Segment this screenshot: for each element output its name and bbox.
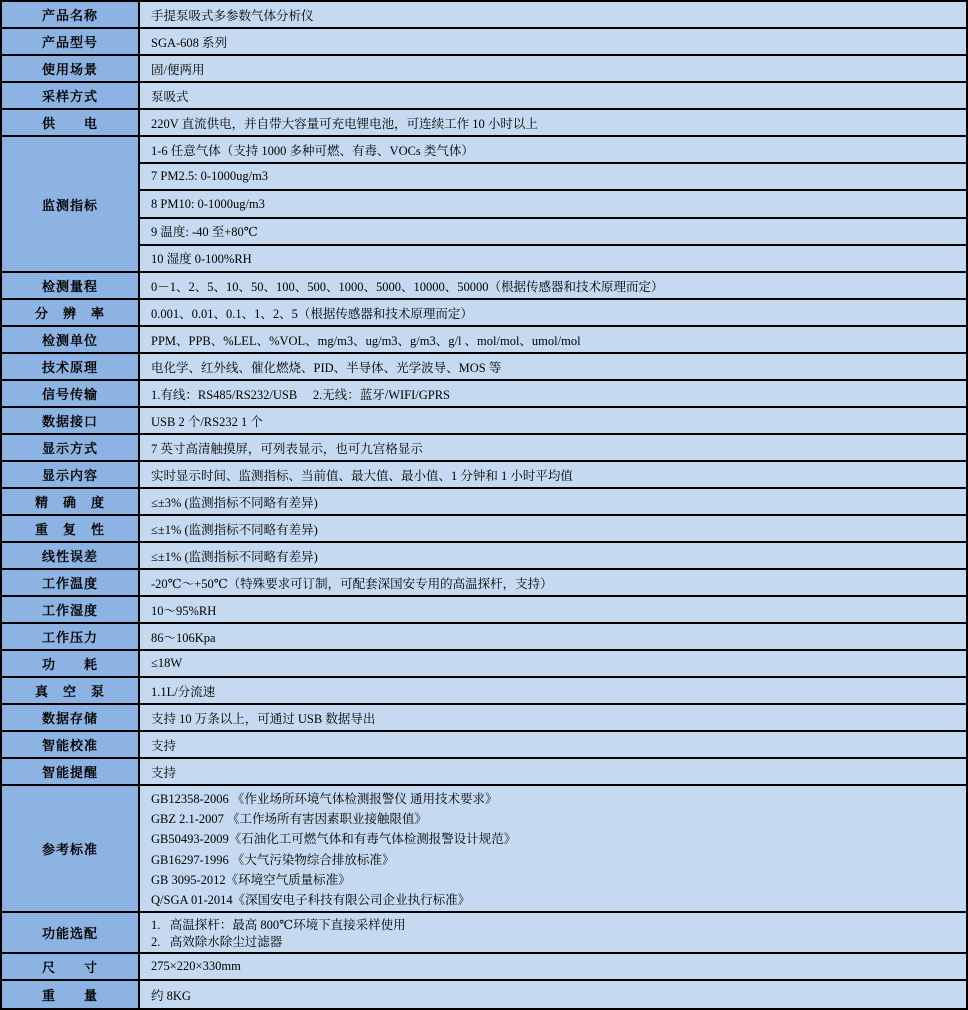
spec-row-signal-transmission <box>2 381 966 408</box>
row-value: ≤18W <box>151 656 183 670</box>
row-value: 泵吸式 <box>151 89 189 104</box>
row-label: 参考标准 <box>2 786 140 911</box>
row-value: 1.有线：RS485/RS232/USB 2.无线：蓝牙/WIFI/GPRS <box>151 387 451 402</box>
row-value: USB 2 个/RS232 1 个 <box>151 414 263 429</box>
row-value: 86～106Kpa <box>151 630 216 645</box>
row-label: 重 复 性 <box>2 516 140 541</box>
standard-line: Q/SGA 01-2014《深国安电子科技有限公司企业执行标准》 <box>151 892 471 907</box>
row-label: 真 空 泵 <box>2 678 140 703</box>
spec-row-display-content <box>2 462 966 489</box>
row-label: 尺 寸 <box>2 954 140 979</box>
row-value: 8 PM10: 0-1000ug/m3 <box>140 191 966 218</box>
row-label: 产品名称 <box>2 2 140 27</box>
row-label: 技术原理 <box>2 354 140 379</box>
row-label: 产品型号 <box>2 29 140 54</box>
row-value: 固/便两用 <box>151 62 205 77</box>
row-value <box>140 786 966 911</box>
row-value: 电化学、红外线、催化燃烧、PID、半导体、光学波导、MOS 等 <box>151 360 502 375</box>
standard-line: GB50493-2009《石油化工可燃气体和有毒气体检测报警设计规范》 <box>151 832 517 847</box>
standard-line: GBZ 2.1-2007 《工作场所有害因素职业接触限值》 <box>151 812 428 827</box>
row-label: 采样方式 <box>2 83 140 108</box>
row-label: 智能校准 <box>2 732 140 757</box>
spec-row-weight <box>2 981 966 1008</box>
row-value: 10 湿度 0-100%RH <box>151 252 252 267</box>
row-label: 显示内容 <box>2 462 140 487</box>
row-value: 275×220×330mm <box>151 959 241 973</box>
spec-row-working-humidity <box>2 597 966 624</box>
row-value: 9 温度: -40 至+80℃ <box>140 219 966 246</box>
spec-row-optional-features <box>2 913 966 954</box>
standard-line: GB16297-1996 《大气污染物综合排放标准》 <box>151 852 395 867</box>
row-value: 实时显示时间、监测指标、当前值、最大值、最小值、1 分钟和 1 小时平均值 <box>151 468 573 483</box>
row-value: ≤±1% (监测指标不同略有差异) <box>151 522 318 537</box>
row-label: 智能提醒 <box>2 759 140 784</box>
row-label: 线性误差 <box>2 543 140 568</box>
row-value: ≤±3% (监测指标不同略有差异) <box>151 495 318 510</box>
spec-row-usage-scene <box>2 56 966 83</box>
row-label: 精 确 度 <box>2 489 140 514</box>
spec-row-power-supply <box>2 110 966 137</box>
spec-row-smart-calibration <box>2 732 966 759</box>
row-value: 约 8KG <box>151 988 191 1003</box>
row-label: 监测指标 <box>2 137 140 271</box>
spec-row-product-name <box>2 2 966 29</box>
row-label: 供 电 <box>2 110 140 135</box>
row-value: 10～95%RH <box>151 603 217 618</box>
row-label: 分 辨 率 <box>2 300 140 325</box>
row-value: 1-6 任意气体（支持 1000 多种可燃、有毒、VOCs 类气体） <box>140 137 966 164</box>
row-value: SGA-608 系列 <box>151 35 228 50</box>
standard-line: GB12358-2006 《作业场所环境气体检测报警仪 通用技术要求》 <box>151 792 498 807</box>
row-value: -20℃～+50℃（特殊要求可订制，可配套深国安专用的高温探杆，支持） <box>151 576 553 591</box>
row-value: PPM、PPB、%LEL、%VOL、mg/m3、ug/m3、g/m3、g/l 、mol/mol、umol/mol <box>151 333 581 348</box>
spec-row-power-consumption <box>2 651 966 678</box>
row-label: 工作湿度 <box>2 597 140 622</box>
spec-row-detection-unit <box>2 327 966 354</box>
spec-row-sampling-method <box>2 83 966 110</box>
spec-row-display-mode <box>2 435 966 462</box>
row-value <box>140 913 966 952</box>
row-label: 功 耗 <box>2 651 140 676</box>
row-label: 检测单位 <box>2 327 140 352</box>
row-value: 220V 直流供电，并自带大容量可充电锂电池，可连续工作 10 小时以上 <box>151 116 538 131</box>
option-line: 1. 高温探杆：最高 800℃环境下直接采样使用 <box>151 917 406 932</box>
spec-row-accuracy <box>2 489 966 516</box>
row-label: 使用场景 <box>2 56 140 81</box>
row-label: 工作压力 <box>2 624 140 649</box>
spec-row-technical-principle <box>2 354 966 381</box>
spec-row-smart-reminder <box>2 759 966 786</box>
spec-row-monitoring-indicators <box>2 137 966 273</box>
row-label: 数据接口 <box>2 408 140 433</box>
row-value: 7 PM2.5: 0-1000ug/m3 <box>140 164 966 191</box>
standard-line: GB 3095-2012《环境空气质量标准》 <box>151 872 351 887</box>
spec-row-repeatability <box>2 516 966 543</box>
row-label: 重 量 <box>2 981 140 1008</box>
spec-row-linearity-error <box>2 543 966 570</box>
row-value: 0.001、0.01、0.1、1、2、5（根据传感器和技术原理而定） <box>151 306 473 321</box>
row-label: 信号传输 <box>2 381 140 406</box>
row-label: 工作温度 <box>2 570 140 595</box>
row-value: 支持 10 万条以上，可通过 USB 数据导出 <box>151 711 376 726</box>
spec-row-model <box>2 29 966 56</box>
row-value: 7 英寸高清触摸屏，可列表显示，也可九宫格显示 <box>151 441 423 456</box>
row-label: 数据存储 <box>2 705 140 730</box>
row-value: 0－1、2、5、10、50、100、500、1000、5000、10000、50000（根据传感器和技术原理而定） <box>151 279 664 294</box>
spec-row-data-storage <box>2 705 966 732</box>
spec-row-dimensions <box>2 954 966 981</box>
spec-row-data-interface <box>2 408 966 435</box>
row-value: 1.1L/分流速 <box>151 684 216 699</box>
option-line: 2. 高效除水除尘过滤器 <box>151 935 283 950</box>
row-label: 检测量程 <box>2 273 140 298</box>
row-label: 显示方式 <box>2 435 140 460</box>
spec-row-working-temperature <box>2 570 966 597</box>
row-value: 支持 <box>151 765 177 780</box>
row-label: 功能选配 <box>2 913 140 952</box>
spec-row-reference-standards <box>2 786 966 913</box>
spec-row-detection-range <box>2 273 966 300</box>
spec-row-working-pressure <box>2 624 966 651</box>
row-value: 手提泵吸式多参数气体分析仪 <box>151 8 314 23</box>
row-value: ≤±1% (监测指标不同略有差异) <box>151 549 318 564</box>
spec-row-vacuum-pump <box>2 678 966 705</box>
row-value: 支持 <box>151 738 177 753</box>
spec-row-resolution <box>2 300 966 327</box>
